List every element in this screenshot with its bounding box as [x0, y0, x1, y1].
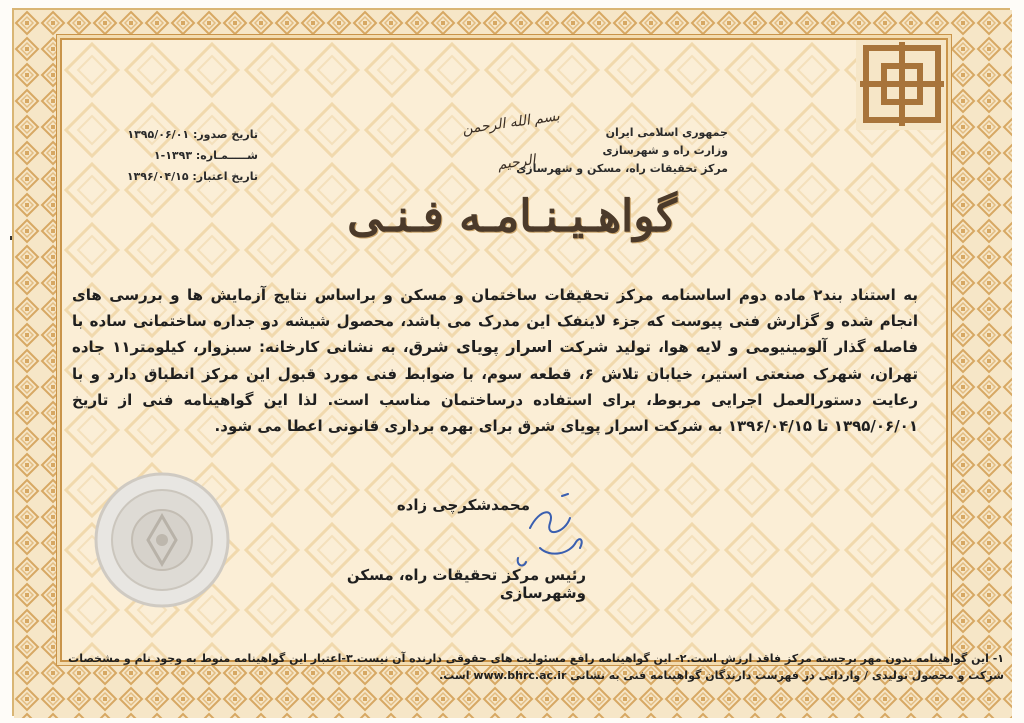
text-part-1: به استناد بند۲ ماده دوم اساسنامه مرکز تحقیقات ساختمان و مسکن و براساس نتایج آزمایش ها و بررسی های انجام شده و گزارش فنی پیوست که جزء لاینفک این مدرک می باشد، محصول شیشه دو جداره ساختمانی ساده با فاصله گذار آلومینیومی و لایه هوا، تولید شرکت [72, 286, 919, 357]
signer-name: محمدشکرچی زاده [396, 496, 530, 514]
certificate-text [72, 282, 918, 439]
issuer-line: وزارت راه و شهرسازی [602, 144, 728, 157]
date-block [108, 124, 258, 187]
certificate-number: شـــــمـاره: ۱۳۹۳-۱ [153, 149, 258, 162]
issuer-line: جمهوری اسلامی ایران [605, 126, 728, 139]
footer-line: ۱- این گواهینامه بدون مهر برجسته مرکز فاقد ارزش است.۲- این گواهینامه رافع مسئولیت های حقوقی دارنده آن نیست.۳-اعتبار این گواهینامه منوط به وجود نام و مشخصات [68, 652, 1004, 665]
footer-notes [20, 650, 1004, 684]
basmala-calligraphy: بسم الله الرحمن الرحیم [461, 108, 561, 174]
corner-knot-emblem [856, 38, 948, 130]
issuer-line: مرکز تحقیقات راه، مسکن و شهرسازی [516, 162, 728, 175]
validity-date: تاریخ اعتبار: ۱۳۹۶/۰۴/۱۵ [126, 170, 258, 183]
embossed-seal [92, 470, 232, 610]
issue-date: تاریخ صدور: ۱۳۹۵/۰۶/۰۱ [127, 128, 258, 141]
footer-line: شرکت و محصول تولیدی / وارداتی در فهرست دارندگان گواهینامه فنی به نشانی www.bhrc.ac.ir است. [439, 669, 1004, 682]
signer-title: رئیس مرکز تحقیقات راه، مسکن وشهرسازی [346, 566, 586, 602]
certificate-title: گواهـیـنـامـه فـنـی [347, 191, 677, 242]
issuer-block [508, 124, 728, 178]
company-name: اسرار پویای شرق [408, 337, 553, 357]
handwritten-signature [510, 488, 600, 578]
text-part-2: ، به نشانی کارخانه: سبزوار، کیلومتر۱۱ جاده تهران، شهرک صنعتی استیر، خیابان تلاش ۶، قطعه سوم، با ضوابط فنی مورد قبول این مرکز انطباق دارد و با رعایت دستورالعمل اجرایی مربوط، برای استفاده درساختمان مناسب است. لذا این گواهینامه فنی از تاریخ ۱۳۹۵/۰۶/۰۱ تا ۱۳۹۶/۰۴/۱۵ به شرکت اسرار پویای شرق برای بهره برداری قانونی اعطا می شود. [72, 338, 918, 436]
